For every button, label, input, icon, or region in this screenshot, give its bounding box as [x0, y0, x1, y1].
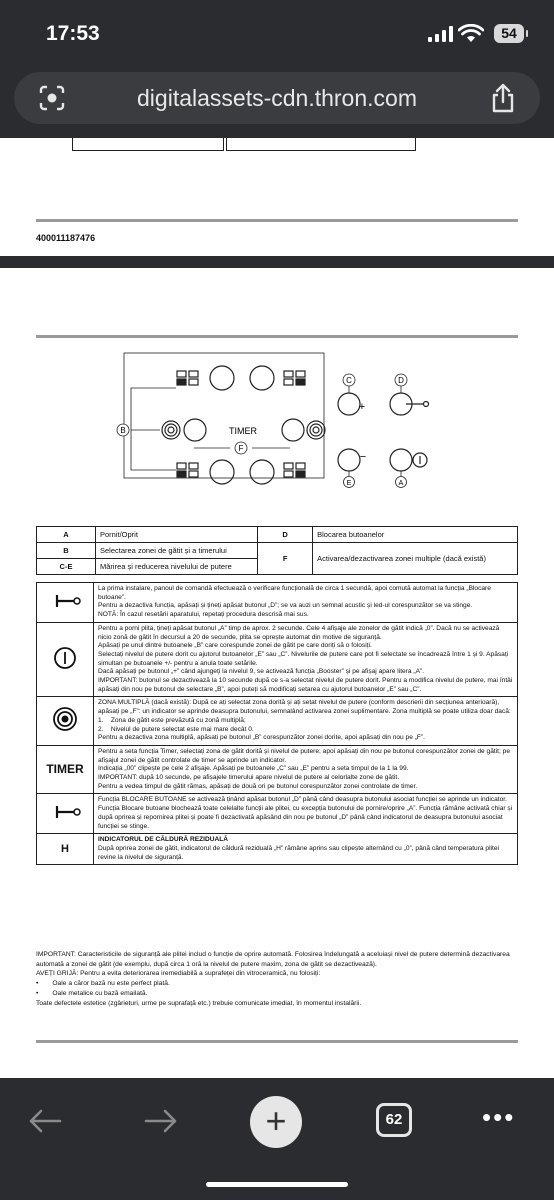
legend-row — [37, 543, 518, 559]
legend-value: Mărirea și reducerea nivelului de putere — [96, 559, 258, 575]
residual-heat-label: H — [37, 834, 94, 865]
instruction-row-lock-function — [37, 794, 518, 834]
table-fragment — [226, 138, 416, 151]
diagram-minus: − — [359, 451, 367, 463]
paragraph: Apăsați pe unul dintre butoanele „B” care corespunde zonei de gătit pe care doriți să o folosiți. — [98, 642, 372, 650]
bullet: • — [36, 980, 39, 988]
table-fragment — [72, 138, 224, 151]
list-item — [36, 979, 518, 989]
legend-key: F — [258, 543, 313, 575]
battery-indicator: 54 — [494, 24, 524, 43]
diagram-label-e: E — [346, 480, 352, 487]
list-item: 1. Zona de gătit este prevăzută cu zonă multiplă; — [98, 716, 246, 724]
paragraph: IMPORTANT: Caracteristicile de siguranță ale plitei includ o funcție de oprire automată. Folosirea îndelungată a aceluiași nivel de putere determină dezactivarea automată a zonei de gătit (de exemplu, după circa 1 oră la nivelul de putere maxim, zona de gătit se dezactivează). — [36, 951, 510, 968]
instruction-row-timer — [37, 745, 518, 794]
status-time: 17:53 — [46, 22, 100, 45]
legend-key: C-E — [37, 559, 96, 575]
paragraph: IMPORTANT: după 10 secunde, pe afișajele timerului apare nivelul de putere al celorlalte zone de gătit. — [98, 774, 400, 782]
instruction-row-lock — [37, 583, 518, 623]
section-title: INDICATORUL DE CĂLDURĂ REZIDUALĂ — [98, 836, 229, 844]
legend-key: D — [258, 527, 313, 543]
paragraph: Indicația „00” clipește pe cele 2 afișaje. Apăsați pe butoanele „C” sau „E” pentru a seta timpul de la 1 la 99. — [98, 765, 409, 773]
paragraph: După oprirea zonei de gătit, indicatorul de căldură reziduală „H” rămâne aprins sau clipește alternând cu „0”, până când temperatura plitei revine la nivelul de siguranță. — [98, 844, 499, 861]
paragraph: IMPORTANT: butonul se dezactivează la 10 secunde după ce s-a selectat nivelul de putere dorit. Pentru a modifica nivelul de putere, mai întâi apăsați din nou pe butonul de selectare „B”, apoi puteți să modificați setarea cu ajutorul butoanelor „E” sau „C”. — [98, 677, 513, 693]
timer-label: TIMER — [37, 745, 94, 794]
legend-key: B — [37, 543, 96, 559]
wifi-icon — [458, 24, 484, 44]
paragraph: Pentru a dezactiva zona multiplă, apăsați pe butonul „B” corespunzător zonei dorite, apoi apăsați din nou pe „F”. — [98, 734, 425, 742]
multizone-icon — [37, 697, 94, 746]
cellular-signal-icon — [428, 26, 453, 42]
divider — [36, 219, 518, 222]
paragraph: Selectați nivelul de putere dorit cu ajutorul butoanelor „E” sau „C”. Nivelurile de putere care pot fi selectate se încadrează între 1 și 9. Apăsați simultan pe butoanele +/- pentru a anula toate setările. — [98, 650, 509, 667]
paragraph: Toate defectele estetice (zgârieturi, urme pe suprafață etc.) trebuie comunicate imediat, în momentul instalării. — [36, 999, 362, 1007]
legend-key: A — [37, 527, 96, 543]
address-bar[interactable] — [14, 72, 540, 124]
instruction-row-power — [37, 622, 518, 697]
list-item — [36, 989, 518, 999]
diagram-plus: + — [358, 401, 366, 413]
status-bar — [0, 0, 554, 60]
diagram-label-c: C — [346, 376, 352, 385]
notes-section — [36, 950, 518, 1008]
legend-value: Pornit/Oprit — [96, 527, 258, 543]
diagram-label-a: A — [398, 480, 404, 487]
list-item-text: Oale metalice cu bază emailată. — [52, 989, 148, 997]
paragraph: La prima instalare, panoul de comandă efectuează o verificare funcțională de circa 1 secundă, apoi comută automat la funcția „Blocare butoane”. — [98, 585, 491, 601]
paragraph: ZONA MULTIPLĂ (dacă există): După ce ați selectat zona dorită și ați setat nivelul de putere (conform descrierii din secțiunea anterioară), apăsați pe „F”: un indicator se aprinde deasupra butonului, semnalând activarea zonei suplimentare. Zona multiplă se poate utiliza doar dacă: — [98, 699, 511, 716]
instruction-row-residual-heat — [37, 834, 518, 865]
instructions-table — [36, 582, 518, 865]
lock-key-icon — [37, 583, 94, 623]
divider — [36, 335, 518, 338]
tab-switcher-button[interactable]: 62 — [376, 1103, 412, 1137]
document-number: 400011187476 — [36, 233, 96, 243]
list-item: 2. Nivelul de putere selectat este mai mare decât 0. — [98, 725, 254, 733]
legend-value: Selectarea zonei de gătit și a timerului — [96, 543, 258, 559]
control-panel-diagram — [0, 348, 554, 488]
document-page — [0, 268, 554, 1078]
paragraph: NOTĂ: În cazul resetării aparatului, repetați procedura descrisă mai sus. — [98, 611, 309, 619]
paragraph: Pentru a seta funcția Timer, selectați zona de gătit dorită și nivelul de putere; apoi apăsați din nou pe butonul corespunzător zonei de gătit; pe afișajul zonei de gătit controlate de timer se aprinde un indicator. — [98, 747, 511, 764]
home-indicator — [206, 1182, 348, 1187]
divider — [36, 1040, 518, 1043]
paragraph: Pentru a vedea timpul de gătit rămas, apăsați de două ori pe butonul corespunzător zonei controlate de timer. — [98, 782, 418, 790]
diagram-label-b: B — [120, 426, 126, 435]
url-text[interactable]: digitalassets-cdn.thron.com — [137, 85, 417, 111]
share-icon[interactable] — [490, 83, 516, 113]
back-arrow-icon[interactable] — [28, 1108, 62, 1134]
paragraph: Funcția BLOCARE BUTOANE se activează ținând apăsat butonul „D” până când deasupra butonului asociat funcției se aprinde un indicator. Funcția Blocare butoane blochează toate celelalte funcții ale plitei, cu excepția butonului de pornire/oprire „A”. Funcția rămâne activată chiar și după oprirea și repornirea plitei și poate fi dezactivată apăsând din nou pe butonul „D” până când indicatorul de deasupra butonului asociat funcției se stinge. — [98, 796, 513, 830]
document-page-top — [0, 138, 554, 256]
bullet: • — [36, 989, 39, 997]
paragraph: AVEȚI GRIJĂ: Pentru a evita deteriorarea iremediabilă a suprafeței din vitroceramică, nu folosiți: — [36, 970, 321, 978]
legend-value: Blocarea butoanelor — [313, 527, 518, 543]
new-tab-button[interactable]: + — [250, 1096, 302, 1148]
lock-key-icon — [37, 794, 94, 834]
instruction-row-multizone — [37, 697, 518, 746]
paragraph: Pentru a dezactiva funcția, apăsați și țineți apăsat butonul „D”; se va auzi un semnal acustic și led-ul corespunzător se va stinge. — [98, 602, 473, 610]
list-item-text: Oale a căror bază nu este perfect plată. — [52, 980, 170, 988]
legend-row — [37, 527, 518, 543]
forward-arrow-icon[interactable] — [144, 1108, 178, 1134]
diagram-label-f: F — [238, 444, 244, 453]
more-menu-icon[interactable]: ••• — [482, 1102, 516, 1132]
legend-table — [36, 526, 518, 575]
paragraph: Pentru a porni plita, țineți apăsat butonul „A” timp de aprox. 2 secunde. Cele 4 afișaje ale zonelor de gătit indică „0”. Dacă nu se activează nicio zonă de gătit în decursul a 20 de secunde, plita se oprește automat din motive de siguranță. — [98, 624, 500, 641]
paragraph: Dacă apăsați pe butonul „+” când ajungeți la nivelul 9, se activează funcția „Booster” și pe afișaj apare litera „A”. — [98, 668, 425, 676]
legend-value: Activarea/dezactivarea zonei multiple (dacă există) — [313, 543, 518, 575]
diagram-timer-label: TIMER — [229, 426, 257, 436]
diagram-label-d: D — [398, 376, 404, 385]
power-icon — [37, 622, 94, 697]
